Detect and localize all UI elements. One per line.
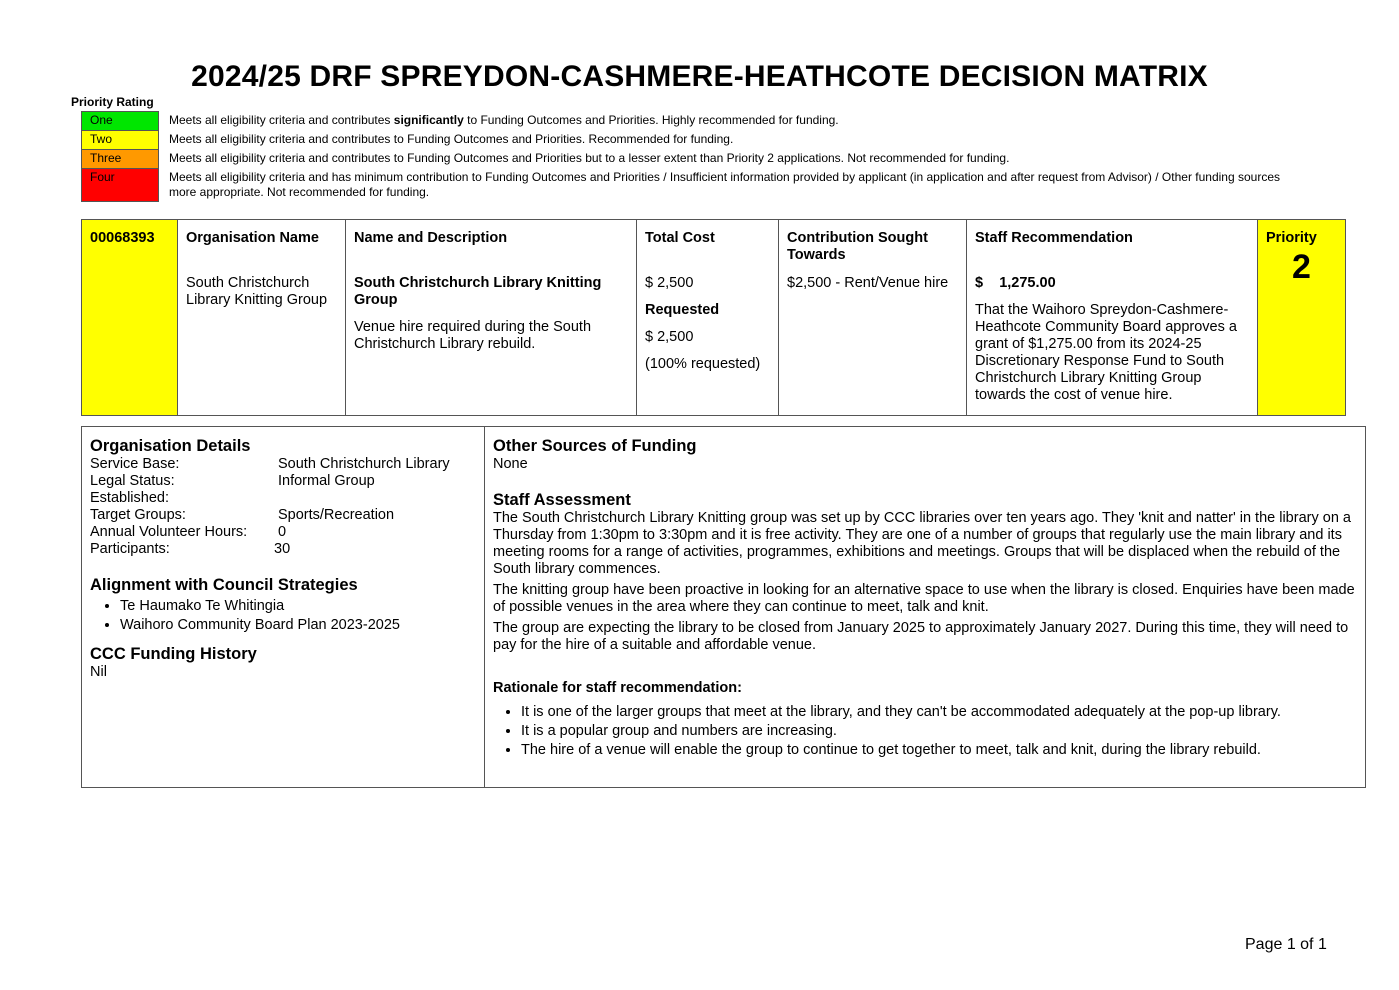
requested-percent: (100% requested) [645, 356, 761, 372]
contribution-cell [779, 220, 967, 416]
assessment-paragraph: The group are expecting the library to be closed from January 2025 to approximately January 2027. During this time, they will need to pay for the hire of a suitable and affordable venue. [493, 620, 1349, 653]
alignment-heading: Alignment with Council Strategies [90, 576, 358, 594]
assessment-paragraph: The South Christchurch Library Knitting group was set up by CCC libraries over ten years ago. They 'knit and natter' in the library on a Thursday from 1:30pm to 3:30pm and it is free activity. They are one of a number of groups that regularly use the main library and its meeting rooms for a range of activities, programmes, exhibitions and meetings. Groups that will be displaced when the rebuild of the South library commences. [493, 510, 1351, 577]
assessment-paragraph: The knitting group have been proactive in looking for an alternative space to use when the library is closed. Enquiries have been made of possible venues in the area where they can continue to meet, talk and knit. [493, 582, 1355, 615]
legend-swatch-one: One [81, 111, 159, 130]
org-details-heading: Organisation Details [90, 437, 251, 455]
field-label: Target Groups: [90, 507, 186, 523]
legend-text-one-b: to Funding Outcomes and Priorities. Highly recommended for funding. [463, 113, 839, 127]
alignment-item: • Te Haumako Te Whitingia [120, 597, 476, 616]
field-service-base [90, 456, 476, 473]
legend-text-three: Meets all eligibility criteria and contributes to Funding Outcomes and Priorities but to a lesser extent than Priority 2 applications. Not recommended for funding. [169, 151, 1010, 165]
priority-value: 2 [1292, 248, 1311, 286]
application-id-cell [82, 220, 178, 416]
legend-swatch-four: Four [81, 168, 159, 202]
legend-row-one [81, 111, 1309, 130]
requested-amount: $ 2,500 [645, 329, 694, 345]
details-panel [81, 426, 1366, 788]
legend-swatch-two: Two [81, 130, 159, 149]
name-desc-header: Name and Description [354, 230, 508, 246]
org-name-header: Organisation Name [186, 230, 319, 246]
application-id: 00068393 [90, 230, 155, 246]
funding-history-value: Nil [90, 664, 107, 680]
field-label: Established: [90, 490, 169, 506]
legend-text-two: Meets all eligibility criteria and contributes to Funding Outcomes and Priorities. Recommended for funding. [169, 132, 734, 146]
recommendation-text: That the Waihoro Spreydon-Cashmere-Heathcote Community Board approves a grant of $1,275.00 from its 2024-25 Discretionary Response Fund to South Christchurch Library Knitting Group towards the cost of venue hire. [975, 302, 1237, 403]
legend-swatch-three: Three [81, 149, 159, 168]
rationale-list [493, 703, 1357, 760]
legend-text-four: Meets all eligibility criteria and has minimum contribution to Funding Outcomes and Priorities / Insufficient information provided by applicant (in application and after request from Advisor) / Other funding sources more appropriate. Not recommended for funding. [169, 170, 1280, 199]
priority-header: Priority [1266, 230, 1317, 246]
rationale-item: • It is one of the larger groups that meet at the library, and they can't be accommodated adequately at the pop-up library. [521, 703, 1357, 722]
field-label: Legal Status: [90, 473, 175, 489]
funding-history-heading: CCC Funding History [90, 645, 257, 663]
decision-matrix-table [81, 219, 1346, 416]
field-label: Annual Volunteer Hours: [90, 524, 248, 540]
legend-text-one [169, 111, 1309, 128]
name-description-cell [346, 220, 637, 416]
field-value: 30 [274, 541, 291, 557]
other-sources-heading: Other Sources of Funding [493, 437, 697, 455]
field-legal-status [90, 473, 476, 490]
priority-legend [81, 111, 1309, 202]
legend-row-two [81, 130, 1309, 149]
field-volunteer-hours [90, 524, 476, 541]
rationale-item: • It is a popular group and numbers are increasing. [521, 722, 1357, 741]
page-number: Page 1 of 1 [1245, 936, 1327, 953]
staff-recommendation-cell [967, 220, 1258, 416]
field-value: Sports/Recreation [278, 507, 395, 523]
project-description: Venue hire required during the South Christchurch Library rebuild. [354, 319, 592, 352]
field-label: Participants: [90, 541, 170, 557]
field-label: Service Base: [90, 456, 180, 472]
assessment-column [485, 427, 1365, 787]
rationale-item: • The hire of a venue will enable the group to continue to get together to meet, talk and knit, during the library rebuild. [521, 741, 1357, 760]
legend-row-three [81, 149, 1309, 168]
field-target-groups [90, 507, 476, 524]
other-sources-value: None [493, 456, 528, 472]
field-established [90, 490, 476, 507]
organisation-cell [178, 220, 346, 416]
priority-rating-label: Priority Rating [71, 95, 154, 109]
priority-cell [1258, 220, 1346, 416]
staff-assessment-heading: Staff Assessment [493, 491, 631, 509]
recommended-amount [975, 275, 1249, 292]
rec-amount: 1,275.00 [999, 275, 1056, 291]
org-name: South Christchurch Library Knitting Group [186, 275, 328, 308]
organisation-details-column [82, 427, 485, 787]
contribution-value: $2,500 - Rent/Venue hire [787, 275, 949, 291]
field-participants [90, 541, 476, 558]
total-cost-header: Total Cost [645, 230, 715, 246]
legend-text-one-a: Meets all eligibility criteria and contributes [169, 113, 394, 127]
field-value: 0 [278, 524, 287, 540]
project-name: South Christchurch Library Knitting Group [354, 275, 602, 308]
legend-text-one-bold: significantly [393, 113, 464, 127]
contribution-header: Contribution Sought Towards [787, 230, 928, 263]
rationale-heading: Rationale for staff recommendation: [493, 680, 742, 696]
page-title: 2024/25 DRF SPREYDON-CASHMERE-HEATHCOTE DECISION MATRIX [191, 60, 1208, 93]
rec-currency: $ [975, 275, 984, 291]
alignment-list [90, 597, 476, 635]
field-value: Informal Group [278, 473, 375, 489]
legend-row-four [81, 168, 1309, 202]
staff-rec-header: Staff Recommendation [975, 230, 1133, 246]
requested-label: Requested [645, 302, 720, 318]
alignment-item: • Waihoro Community Board Plan 2023-2025 [120, 616, 476, 635]
total-cost-value: $ 2,500 [645, 275, 694, 291]
field-value: South Christchurch Library [278, 456, 450, 472]
total-cost-cell [637, 220, 779, 416]
